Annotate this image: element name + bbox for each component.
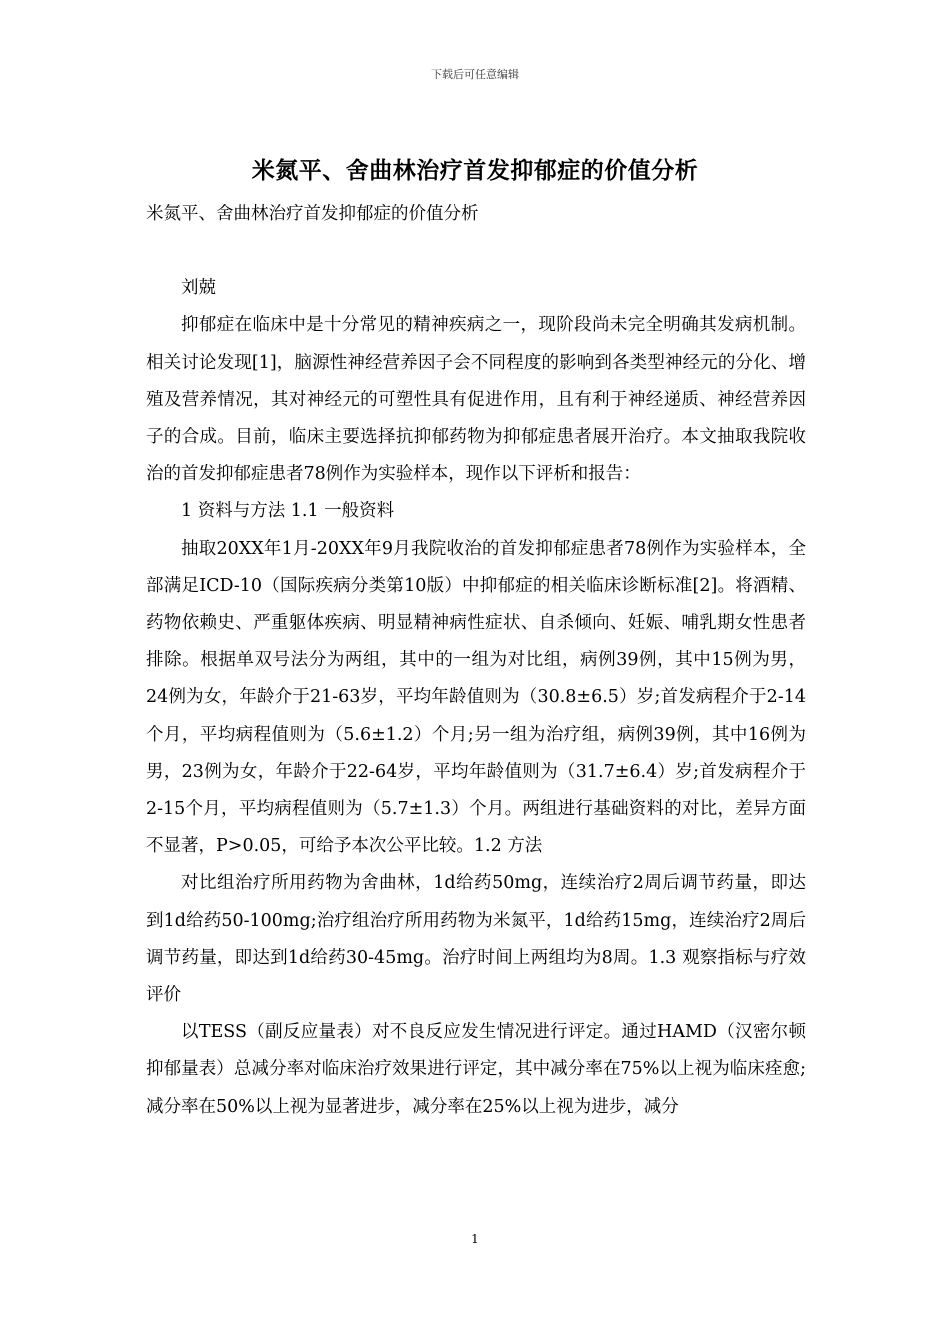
document-title: 米氮平、舍曲林治疗首发抑郁症的价值分析 <box>251 157 699 184</box>
paragraph-methods: 对比组治疗所用药物为舍曲林，1d给药50mg，连续治疗2周后调节药量，即达到1d给药50-100mg;治疗组治疗所用药物为米氮平，1d给药15mg，连续治疗2周后调节药量，即达到1d给药30-45mg。治疗时间上两组均为8周。1.3 观察指标与疗效评价 <box>146 873 806 1006</box>
section-heading-materials-methods: 1 资料与方法 1.1 一般资料 <box>181 501 395 522</box>
paragraph-intro: 抑郁症在临床中是十分常见的精神疾病之一，现阶段尚未完全明确其发病机制。相关讨论发现[1]，脑源性神经营养因子会不同程度的影响到各类型神经元的分化、增殖及营养情况，其对神经元的可塑性具有促进作用，且有利于神经递质、神经营养因子的合成。目前，临床主要选择抗抑郁药物为抑郁症患者展开治疗。本文抽取我院收治的首发抑郁症患者78例作为实验样本，现作以下评析和报告： <box>146 315 806 485</box>
document-subtitle: 米氮平、舍曲林治疗首发抑郁症的价值分析 <box>146 204 479 224</box>
document-body <box>146 196 806 1126</box>
paragraph-evaluation: 以TESS（副反应量表）对不良反应发生情况进行评定。通过HAMD（汉密尔顿抑郁量表）总减分率对临床治疗效果进行评定，其中减分率在75%以上视为临床痊愈;减分率在50%以上视为显著进步，减分率在25%以上视为进步，减分 <box>146 1022 806 1117</box>
author-name: 刘兢 <box>181 278 216 299</box>
page-number: 1 <box>471 1232 479 1246</box>
page-header-watermark: 下载后可任意编辑 <box>431 68 519 81</box>
paragraph-general-data: 抽取20XX年1月-20XX年9月我院收治的首发抑郁症患者78例作为实验样本，全部满足ICD-10（国际疾病分类第10版）中抑郁症的相关临床诊断标准[2]。将酒精、药物依赖史、严重躯体疾病、明显精神病性症状、自杀倾向、妊娠、哺乳期女性患者排除。根据单双号法分为两组，其中的一组为对比组，病例39例，其中15例为男，24例为女，年龄介于21-63岁，平均年龄值则为（30.8±6.5）岁;首发病程介于2-14个月，平均病程值则为（5.6±1.2）个月;另一组为治疗组，病例39例，其中16例为男，23例为女，年龄介于22-64岁，平均年龄值则为（31.7±6.4）岁;首发病程介于2-15个月，平均病程值则为（5.7±1.3）个月。两组进行基础资料的对比，差异方面不显著，P>0.05，可给予本次公平比较。1.2 方法 <box>146 538 806 857</box>
